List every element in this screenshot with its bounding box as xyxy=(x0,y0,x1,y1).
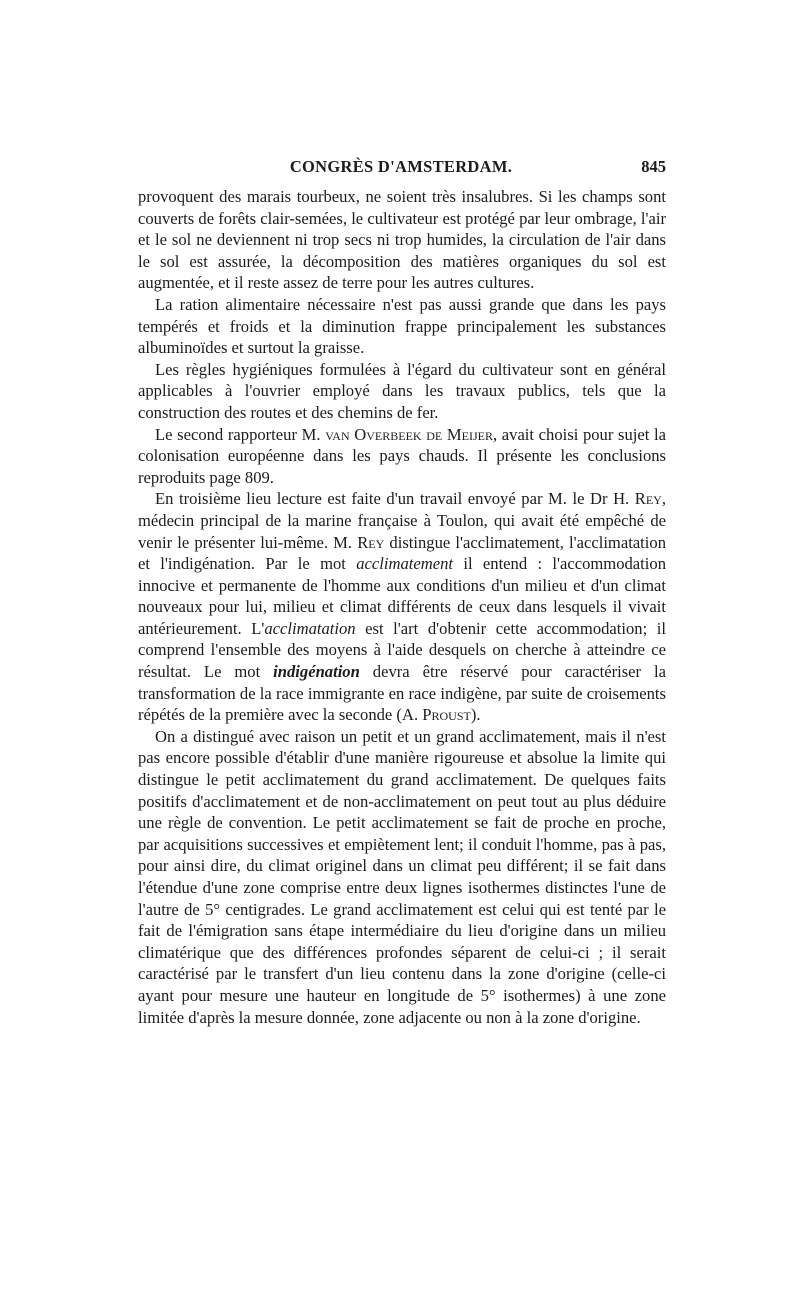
paragraph-second-rapporteur xyxy=(138,424,666,489)
paragraph-marais: provoquent des marais tourbeux, ne soient très insalubres. Si les champs sont couverts de forêts clair-semées, le cultivateur est protégé par leur ombrage, l'air et le sol ne deviennent ni trop secs ni trop humides, la circulation de l'air dans le sol est assurée, la décomposition des matières organiques du sol est augmentée, et il reste assez de terre pour les autres cultures. xyxy=(138,187,666,293)
text-run: il entend : l'accommodation innocive et permanente de l'homme aux conditions d'un milieu et d'un climat nouveaux pour lui, milieu et climat différents de ceux dans lesquels il vivait antérieurement. L' xyxy=(138,554,666,638)
text-run: ). xyxy=(470,705,481,725)
term-acclimatation: acclimatation xyxy=(264,618,356,638)
text-run: En troisième lieu lecture est faite d'un travail envoyé par M. le Dr H. xyxy=(155,489,635,509)
running-title: CONGRÈS D'AMSTERDAM. xyxy=(289,157,513,176)
text-run: devra être réservé pour caractériser la transformation de la race immigrante en race indigène, par suite de croisements répétés de la première avec la seconde (A. xyxy=(138,662,666,725)
page-number: 845 xyxy=(641,157,666,176)
text-run: Le second rapporteur M. xyxy=(155,424,326,444)
term-acclimatement: acclimatement xyxy=(356,554,454,574)
author-name: Proust xyxy=(422,705,471,725)
author-name: Rey xyxy=(634,489,662,509)
paragraph-regles-hygieniques: Les règles hygiéniques formulées à l'égard du cultivateur sont en général applicables à l'ouvrier employé dans les travaux publics, tels que la construction des routes et des chemins de fer. xyxy=(138,359,666,422)
text-run: distingue l'acclimatement, l'acclimatation et l'indigénation. Par le mot xyxy=(138,532,666,574)
text-run: , avait choisi pour sujet la colonisation européenne dans les pays chauds. Il présente les conclusions reproduits page 809. xyxy=(138,424,666,487)
paragraph-troisieme-lieu xyxy=(138,488,666,726)
text-run: , médecin principal de la marine française à Toulon, qui avait été empêché de venir le présenter lui-même. M. xyxy=(138,489,666,552)
term-indigenation: indigénation xyxy=(273,662,360,682)
paragraph-ration-alimentaire: La ration alimentaire nécessaire n'est pas aussi grande que dans les pays tempérés et froids et la diminution frappe principalement les substances albuminoïdes et surtout la graisse. xyxy=(138,294,666,358)
author-name: Rey xyxy=(357,532,385,552)
text-run: est l'art d'obtenir cette accommodation; il comprend l'ensemble des moyens à l'aide desquels on cherche à atteindre ce résultat. Le mot xyxy=(138,618,666,682)
body-text xyxy=(138,186,666,1028)
paragraph-petit-grand-acclimatement: On a distingué avec raison un petit et un grand acclimatement, mais il n'est pas encore possible d'établir d'une manière rigoureuse et absolue la limite qui distingue le petit acclimatement du grand acclimatement. De quelques faits positifs d'acclimatement et de non-acclimatement on peut tout au plus déduire une règle de convention. Le petit acclimatement se fait de proche en proche, par acquisitions successives et empiètement lent; il conduit l'homme, pas à pas, pour ainsi dire, du climat originel dans un climat peu différent; il se fait dans l'étendue d'une zone comprise entre deux lignes isothermes distinctes l'une de l'autre de 5° centigrades. Le grand acclimatement est celui qui est tenté par le fait de l'émigration sans étape intermédiaire du lieu d'origine dans un milieu climatérique que des différences profondes séparent de celui-ci ; il serait caractérisé par le transfert d'un lieu contenu dans la zone d'origine (celle-ci ayant pour mesure une hauteur en longitude de 5° isothermes) à une zone limitée d'après la mesure donnée, zone adjacente ou non à la zone d'origine. xyxy=(138,726,666,1027)
page-header xyxy=(138,157,666,181)
author-name: van Overbeek de Meijer xyxy=(325,424,493,444)
